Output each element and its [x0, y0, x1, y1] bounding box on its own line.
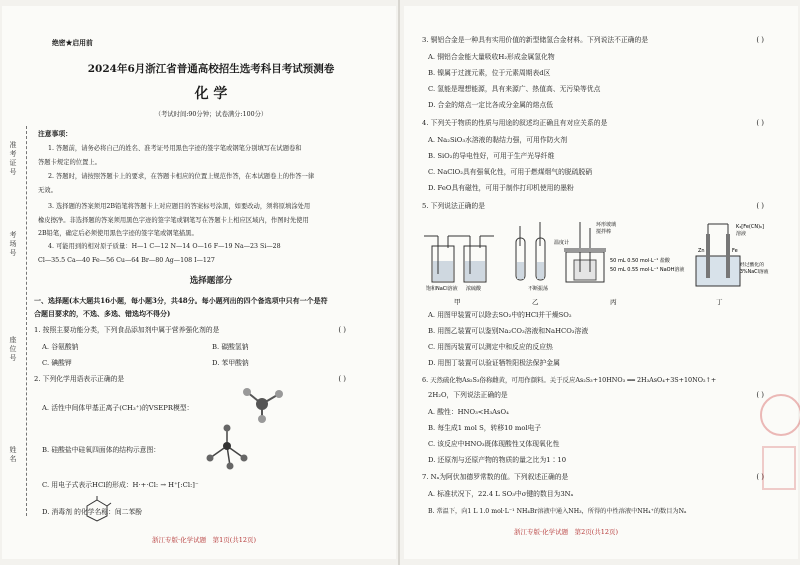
- page-1: [2, 6, 396, 559]
- svg-text:环形玻璃: 环形玻璃: [596, 222, 617, 228]
- q4-option-d: D. FeO具有磁性，可用于制作打印机使用的墨粉: [428, 184, 574, 192]
- q5-option-a: A. 用图甲装置可以除去SO₂中的HCl并干燥SO₂: [428, 311, 572, 319]
- notice-heading: 注意事项：: [38, 130, 72, 138]
- part-instructions: 合题目要求的，不选、多选、错选均不得分): [34, 309, 171, 318]
- svg-text:K₃[Fe(CN)₆]: K₃[Fe(CN)₆]: [736, 224, 765, 230]
- answer-blank: ( ): [338, 326, 346, 334]
- binding-line: [26, 126, 27, 516]
- q3-option-b: B. 镍属于过渡元素，位于元素周期表d区: [428, 69, 551, 77]
- answer-blank: ( ): [756, 202, 764, 210]
- q5-option-b: B. 用图乙装置可以鉴别Na₂CO₃溶液和NaHCO₃溶液: [428, 327, 589, 335]
- q4-option-a: A. Na₂SiO₃水溶液的黏结力强，可用作防火剂: [428, 136, 568, 144]
- q4-option-b: B. SiO₂的导电性好，可用于生产光导纤维: [428, 152, 555, 160]
- silicon-tetrahedron-icon: [202, 424, 252, 472]
- svg-text:乙: 乙: [532, 298, 539, 306]
- subject-title: 化 学: [194, 86, 228, 102]
- q5-apparatus-figure: [424, 216, 769, 308]
- q6-option-b: B. 每生成1 mol S，转移10 mol电子: [428, 424, 542, 432]
- q7-option-a: A. 标准状况下，22.4 L SO₃中σ键的数目为3Nₐ: [428, 490, 574, 498]
- svg-text:搅拌棒: 搅拌棒: [596, 229, 612, 235]
- answer-blank: ( ): [756, 391, 764, 399]
- answer-blank: ( ): [756, 473, 764, 481]
- q5-stem: 5. 下列说法正确的是: [422, 202, 486, 210]
- methyl-cation-model-icon: [237, 384, 287, 424]
- svg-text:甲: 甲: [454, 298, 461, 306]
- q2-option-a: A. 活性中间体甲基正离子(CH₃⁺)的VSEPR模型：: [42, 404, 194, 412]
- q2-option-c: C. 用电子式表示HCl的形成：H·+·Cl: → H⁺[:Cl:]⁻: [42, 481, 199, 489]
- notice-line: 答题卡规定的位置上。: [38, 159, 101, 166]
- atomic-mass-line: 4. 可能用到的相对原子质量：H—1 C—12 N—14 O—16 F—19 Na—23 Si—28: [48, 243, 281, 250]
- side-label-seat: 座位号: [9, 336, 17, 363]
- svg-text:Fe: Fe: [732, 248, 738, 254]
- apparatus-ding-icon: [696, 224, 740, 286]
- svg-text:丙: 丙: [610, 298, 617, 306]
- answer-blank: ( ): [338, 375, 346, 383]
- q3-stem: 3. 铜铝合金是一种具有实用价值的新型储氢合金材料。下列说法不正确的是: [422, 36, 649, 44]
- seal-stamp: [760, 394, 800, 436]
- q1-option-b: B. 碳酸氢钠: [212, 343, 249, 351]
- q1-option-a: A. 谷氨酸钠: [42, 343, 79, 351]
- atomic-mass-line: Cl—35.5 Ca—40 Fe—56 Cu—64 Br—80 Ag—108 I—127: [38, 257, 215, 264]
- apparatus-yi-icon: [516, 222, 545, 280]
- q1-option-d: D. 苯甲酸钠: [212, 359, 249, 367]
- seal-stamp: [762, 446, 796, 490]
- svg-text:温度计: 温度计: [554, 240, 570, 246]
- q4-option-c: C. NaClO₂具有强氧化性，可用于燃煤烟气的脱硫脱硝: [428, 168, 593, 176]
- q7-option-b: B. 常温下，向1 L 1.0 mol·L⁻¹ NH₄Br溶液中通入NH₃，所得的中性溶液中NH₄⁺的数目为Nₐ: [428, 508, 687, 515]
- page-2: [404, 6, 798, 559]
- svg-text:3%NaCl溶液: 3%NaCl溶液: [740, 270, 769, 275]
- notice-line: 无效。: [38, 187, 57, 194]
- q4-stem: 4. 下列关于物质的性质与用途的叙述均正确且有对应关系的是: [422, 119, 608, 127]
- section-title: 选择题部分: [189, 276, 233, 286]
- time-info: （考试时间:90分钟；试卷满分:100分）: [154, 111, 268, 118]
- q1-stem: 1. 按照主要功能分类，下列食品添加剂中属于营养强化剂的是: [34, 326, 220, 334]
- secret-label: 绝密★启用前: [52, 39, 93, 47]
- q6-option-d: D. 还原剂与还原产物的物质的量之比为1∶10: [428, 456, 567, 464]
- q6-option-c: C. 该反应中HNO₃既体现酸性又体现氧化性: [428, 440, 560, 448]
- q6-option-a: A. 酸性：HNO₃<H₃AsO₄: [428, 408, 509, 416]
- q6-stem: 6. 天然硫化物As₂S₃俗称雌黄，可用作颜料。关于反应As₂S₃+10HNO₃ ══ 2H₃AsO₄+3S+10NO₂↑+: [422, 376, 717, 384]
- q3-option-c: C. 氢能是理想能源，具有来源广、热值高、无污染等优点: [428, 85, 601, 93]
- q2-option-d: D. 消毒剂 的化学名称：间二苯酚: [42, 508, 143, 516]
- notice-line: 橡皮擦净。非选择题的答案须用黑色字迹的签字笔或钢笔写在答题卡上相应区域内，作图时先使用: [38, 217, 309, 224]
- svg-text:不断振荡: 不断振荡: [528, 286, 549, 292]
- page-footer: 浙江专版·化学试题 第1页(共12页): [152, 536, 257, 544]
- notice-line: 3. 选择题的答案须用2B铅笔将答题卡上对应题目的答案标号涂黑，如要改动，须将原填涂处用: [48, 203, 311, 210]
- q2-option-b: B. 硅酸盐中硅氧四面体的结构示意图：: [42, 446, 161, 454]
- q5-option-c: C. 用图丙装置可以测定中和反应的反应热: [428, 343, 553, 351]
- q3-option-d: D. 合金的熔点一定比各成分金属的熔点低: [428, 101, 554, 109]
- answer-blank: ( ): [756, 119, 764, 127]
- exam-title: 2024年6月浙江省普通高校招生选考科目考试预测卷: [87, 63, 335, 75]
- page-footer: 浙江专版·化学试题 第2页(共12页): [514, 528, 619, 536]
- apparatus-jia-icon: [424, 236, 494, 282]
- notice-line: 1. 答题前，请务必将自己的姓名、准考证号用黑色字迹的签字笔或钢笔分别填写在试题卷和: [48, 145, 302, 152]
- side-label-room: 考场号: [9, 231, 17, 258]
- q6-stem-cont: 2H₂O，下列说法正确的是: [428, 391, 508, 399]
- answer-blank: ( ): [756, 36, 764, 44]
- part-instructions: 一、选择题(本大题共16小题，每小题3分，共48分。每小题列出的四个备选项中只有一个是符: [34, 296, 328, 305]
- notice-line: 2. 答题时，请按照答题卡上的要求，在答题卡相应的位置上规范作答，在本试题卷上的作答一律: [48, 173, 315, 180]
- q7-stem: 7. Nₐ为阿伏加德罗常数的值。下列叙述正确的是: [422, 473, 569, 481]
- svg-text:经过酸化的: 经过酸化的: [740, 263, 764, 268]
- q2-stem: 2. 下列化学用语表示正确的是: [34, 375, 125, 383]
- svg-text:饱和NaCl溶液: 饱和NaCl溶液: [426, 286, 458, 292]
- side-label-name: 姓名: [9, 446, 17, 464]
- resorcinol-structure-icon: [82, 496, 112, 522]
- svg-text:50 mL 0.50 mol·L⁻¹ 盐酸: 50 mL 0.50 mol·L⁻¹ 盐酸: [610, 258, 670, 264]
- notice-line: 2B铅笔，确定后必须使用黑色字迹的签字笔或钢笔描黑。: [38, 230, 198, 237]
- svg-text:溶液: 溶液: [736, 231, 747, 237]
- svg-text:丁: 丁: [716, 298, 723, 306]
- q1-option-c: C. 碘酸钾: [42, 359, 72, 367]
- q3-option-a: A. 铜铝合金能大量吸收H₂形成金属氢化物: [428, 53, 555, 61]
- q5-option-d: D. 用图丁装置可以验证牺牲阳极法保护金属: [428, 359, 560, 367]
- side-label-ticket: 准考证号: [9, 141, 17, 177]
- svg-text:Zn: Zn: [698, 248, 705, 254]
- svg-text:50 mL 0.55 mol·L⁻¹ NaOH溶液: 50 mL 0.55 mol·L⁻¹ NaOH溶液: [610, 267, 685, 273]
- svg-text:浓硫酸: 浓硫酸: [466, 286, 482, 292]
